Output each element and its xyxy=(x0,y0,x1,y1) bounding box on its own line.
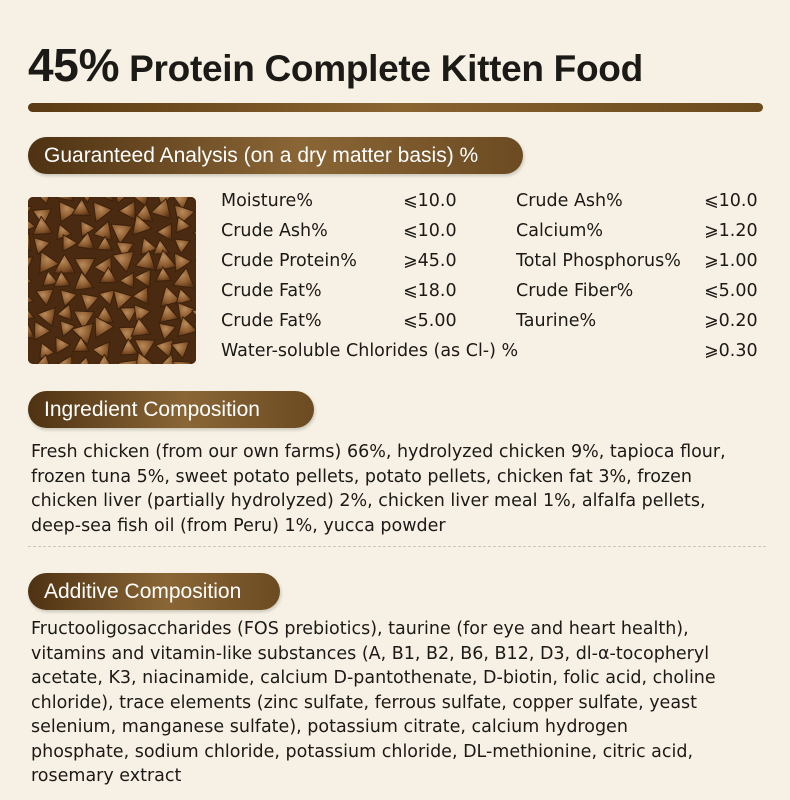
analysis-value: ⩽5.00 xyxy=(704,281,758,301)
guaranteed-analysis-heading: Guaranteed Analysis (on a dry matter basis) % xyxy=(28,137,523,174)
analysis-value: ⩾1.00 xyxy=(704,251,758,271)
analysis-label: Total Phosphorus% xyxy=(516,251,681,271)
ingredient-line: frozen tuna 5%, sweet potato pellets, potato pellets, chicken fat 3%, frozen xyxy=(31,466,692,487)
ingredient-composition-heading: Ingredient Composition xyxy=(28,391,314,428)
title-underline xyxy=(28,103,763,112)
additive-line: rosemary extract xyxy=(31,766,182,786)
title-text: Protein Complete Kitten Food xyxy=(129,48,643,89)
analysis-value: ⩾0.20 xyxy=(704,311,758,331)
analysis-value: ⩽10.0 xyxy=(704,191,758,211)
analysis-value: ⩾0.30 xyxy=(704,341,758,361)
analysis-label: Crude Protein% xyxy=(221,251,357,271)
kibble-photo xyxy=(28,197,196,364)
additive-line: selenium, manganese sulfate), potassium citrate, calcium hydrogen xyxy=(31,717,628,737)
analysis-label: Moisture% xyxy=(221,191,313,211)
analysis-value: ⩽18.0 xyxy=(403,281,457,301)
analysis-value: ⩽5.00 xyxy=(403,311,457,331)
analysis-value: ⩾1.20 xyxy=(704,221,758,241)
additive-line: chloride), trace elements (zinc sulfate, ferrous sulfate, copper sulfate, yeast xyxy=(31,692,698,713)
ingredient-line: deep-sea fish oil (from Peru) 1%, yucca powder xyxy=(31,515,446,536)
ingredient-line: chicken liver (partially hydrolyzed) 2%, chicken liver meal 1%, alfalfa pellets, xyxy=(31,491,706,511)
analysis-label: Taurine% xyxy=(516,311,597,331)
section-divider xyxy=(28,546,766,547)
analysis-label: Calcium% xyxy=(516,221,604,241)
analysis-label: Crude Fat% xyxy=(221,311,322,331)
analysis-value: ⩾45.0 xyxy=(403,251,457,271)
additive-composition-heading: Additive Composition xyxy=(28,573,280,610)
additive-line: acetate, K3, niacinamide, calcium D-pantothenate, D-biotin, folic acid, choline xyxy=(31,668,716,688)
analysis-label: Crude Ash% xyxy=(221,221,328,241)
analysis-label: Crude Fat% xyxy=(221,281,322,301)
additive-text xyxy=(31,617,790,789)
analysis-label: Water-soluble Chlorides (as Cl-) % xyxy=(221,341,519,361)
title-percent: 45% xyxy=(28,39,120,91)
analysis-value: ⩽10.0 xyxy=(403,191,457,211)
ingredient-text xyxy=(31,440,790,538)
analysis-label: Crude Fiber% xyxy=(516,281,634,301)
page-title xyxy=(28,39,643,91)
ingredient-line: Fresh chicken (from our own farms) 66%, hydrolyzed chicken 9%, tapioca flour, xyxy=(31,442,726,462)
analysis-value: ⩽10.0 xyxy=(403,221,457,241)
analysis-label: Crude Ash% xyxy=(516,191,623,211)
additive-line: vitamins and vitamin-like substances (A, B1, B2, B6, B12, D3, dl-α-tocopheryl xyxy=(31,643,710,664)
additive-line: Fructooligosaccharides (FOS prebiotics), taurine (for eye and heart health), xyxy=(31,619,689,639)
additive-line: phosphate, sodium chloride, potassium chloride, DL-methionine, citric acid, xyxy=(31,741,694,762)
